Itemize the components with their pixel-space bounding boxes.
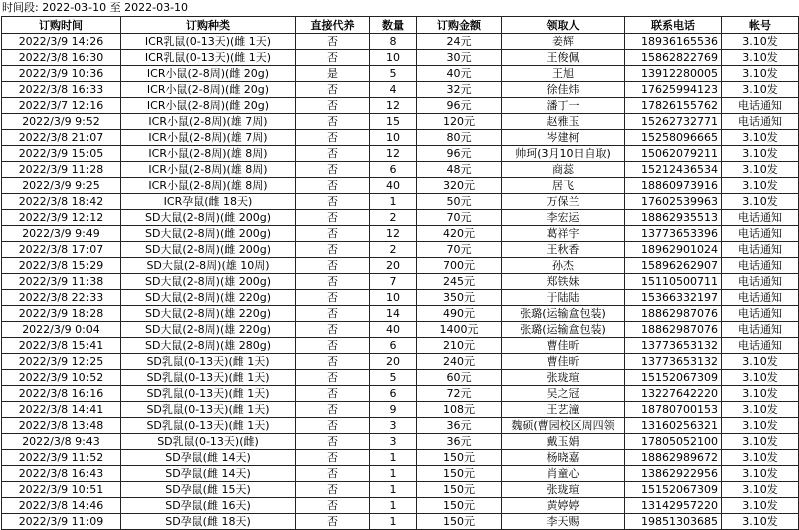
phone-cell: 15152067309 — [625, 482, 722, 498]
amount-cell: 32元 — [417, 82, 502, 98]
account-cell: 3.10发 — [722, 498, 799, 514]
amount-cell: 24元 — [417, 34, 502, 50]
direct-raising-cell: 否 — [296, 514, 370, 530]
table-row — [2, 274, 799, 290]
table-row — [2, 194, 799, 210]
order-type-cell: SD大鼠(2-8周)(雄 200g) — [121, 274, 296, 290]
amount-cell: 420元 — [417, 226, 502, 242]
order-time-cell: 2022/3/9 9:49 — [2, 226, 121, 242]
direct-raising-cell: 否 — [296, 306, 370, 322]
col-header-account: 帐号 — [722, 17, 799, 34]
order-time-cell: 2022/3/9 10:51 — [2, 482, 121, 498]
quantity-cell: 20 — [370, 258, 417, 274]
table-row — [2, 178, 799, 194]
recipient-cell: 商蕊 — [502, 162, 625, 178]
account-cell: 3.10发 — [722, 514, 799, 530]
table-row — [2, 226, 799, 242]
recipient-cell: 赵雅玉 — [502, 114, 625, 130]
quantity-cell: 1 — [370, 482, 417, 498]
order-time-cell: 2022/3/9 12:25 — [2, 354, 121, 370]
account-cell: 电话通知 — [722, 258, 799, 274]
order-type-cell: SD乳鼠(0-13天)(雌 1天) — [121, 418, 296, 434]
account-cell: 电话通知 — [722, 290, 799, 306]
phone-cell: 13227642220 — [625, 386, 722, 402]
order-time-cell: 2022/3/9 12:12 — [2, 210, 121, 226]
amount-cell: 320元 — [417, 178, 502, 194]
recipient-cell: 王俊佩 — [502, 50, 625, 66]
recipient-cell: 吴之冠 — [502, 386, 625, 402]
account-cell: 电话通知 — [722, 242, 799, 258]
order-type-cell: SD乳鼠(0-13天)(雌 1天) — [121, 386, 296, 402]
col-header-direct-raising: 直接代养 — [296, 17, 370, 34]
amount-cell: 36元 — [417, 418, 502, 434]
phone-cell: 19851303685 — [625, 514, 722, 530]
order-time-cell: 2022/3/8 13:48 — [2, 418, 121, 434]
order-type-cell: ICR乳鼠(0-13天)(雌 1天) — [121, 34, 296, 50]
table-row — [2, 370, 799, 386]
quantity-cell: 7 — [370, 274, 417, 290]
order-type-cell: SD大鼠(2-8周)(雌 200g) — [121, 210, 296, 226]
recipient-cell: 徐佳炜 — [502, 82, 625, 98]
quantity-cell: 20 — [370, 354, 417, 370]
recipient-cell: 万保兰 — [502, 194, 625, 210]
order-time-cell: 2022/3/9 11:09 — [2, 514, 121, 530]
amount-cell: 30元 — [417, 50, 502, 66]
table-row — [2, 354, 799, 370]
order-type-cell: SD孕鼠(雌 16天) — [121, 498, 296, 514]
phone-cell: 18780700153 — [625, 402, 722, 418]
table-row — [2, 498, 799, 514]
table-row — [2, 210, 799, 226]
order-type-cell: ICR小鼠(2-8周)(雄 8周) — [121, 146, 296, 162]
direct-raising-cell: 否 — [296, 354, 370, 370]
recipient-cell: 王秋香 — [502, 242, 625, 258]
recipient-cell: 居飞 — [502, 178, 625, 194]
order-type-cell: ICR小鼠(2-8周)(雌 20g) — [121, 66, 296, 82]
recipient-cell: 孙杰 — [502, 258, 625, 274]
order-time-cell: 2022/3/8 16:30 — [2, 50, 121, 66]
direct-raising-cell: 否 — [296, 418, 370, 434]
account-cell: 3.10发 — [722, 418, 799, 434]
order-type-cell: ICR小鼠(2-8周)(雄 8周) — [121, 162, 296, 178]
quantity-cell: 1 — [370, 498, 417, 514]
recipient-cell: 黄婷婷 — [502, 498, 625, 514]
order-time-cell: 2022/3/8 9:43 — [2, 434, 121, 450]
recipient-cell: 曹佳昕 — [502, 354, 625, 370]
account-cell: 3.10发 — [722, 450, 799, 466]
account-cell: 3.10发 — [722, 178, 799, 194]
table-row — [2, 162, 799, 178]
phone-cell: 15366332197 — [625, 290, 722, 306]
quantity-cell: 14 — [370, 306, 417, 322]
direct-raising-cell: 否 — [296, 50, 370, 66]
direct-raising-cell: 否 — [296, 210, 370, 226]
direct-raising-cell: 否 — [296, 178, 370, 194]
recipient-cell: 李宏运 — [502, 210, 625, 226]
account-cell: 3.10发 — [722, 402, 799, 418]
account-cell: 电话通知 — [722, 210, 799, 226]
table-row — [2, 82, 799, 98]
quantity-cell: 12 — [370, 226, 417, 242]
amount-cell: 48元 — [417, 162, 502, 178]
amount-cell: 60元 — [417, 370, 502, 386]
direct-raising-cell: 否 — [296, 498, 370, 514]
direct-raising-cell: 否 — [296, 194, 370, 210]
amount-cell: 150元 — [417, 450, 502, 466]
quantity-cell: 12 — [370, 146, 417, 162]
order-type-cell: SD乳鼠(0-13天)(雌 1天) — [121, 370, 296, 386]
phone-cell: 17826155762 — [625, 98, 722, 114]
recipient-cell: 杨晓嘉 — [502, 450, 625, 466]
table-row — [2, 146, 799, 162]
order-type-cell: SD孕鼠(雌 18天) — [121, 514, 296, 530]
account-cell: 电话通知 — [722, 226, 799, 242]
account-cell: 3.10发 — [722, 386, 799, 402]
table-row — [2, 98, 799, 114]
recipient-cell: 魏硕(曹园校区周四领 — [502, 418, 625, 434]
phone-cell: 18862987076 — [625, 306, 722, 322]
table-row — [2, 290, 799, 306]
account-cell: 电话通知 — [722, 98, 799, 114]
order-time-cell: 2022/3/9 10:52 — [2, 370, 121, 386]
direct-raising-cell: 否 — [296, 98, 370, 114]
account-cell: 电话通知 — [722, 338, 799, 354]
order-type-cell: SD大鼠(2-8周)(雄 10周) — [121, 258, 296, 274]
quantity-cell: 12 — [370, 98, 417, 114]
account-cell: 3.10发 — [722, 434, 799, 450]
order-time-cell: 2022/3/9 9:25 — [2, 178, 121, 194]
quantity-cell: 8 — [370, 34, 417, 50]
table-row — [2, 114, 799, 130]
order-type-cell: SD乳鼠(0-13天)(雌 1天) — [121, 402, 296, 418]
amount-cell: 240元 — [417, 354, 502, 370]
recipient-cell: 张珑瑄 — [502, 482, 625, 498]
direct-raising-cell: 否 — [296, 258, 370, 274]
direct-raising-cell: 是 — [296, 66, 370, 82]
time-range-caption: 时间段: 2022-03-10 至 2022-03-10 — [2, 1, 189, 14]
table-row — [2, 258, 799, 274]
direct-raising-cell: 否 — [296, 482, 370, 498]
order-type-cell: ICR乳鼠(0-13天)(雌 1天) — [121, 50, 296, 66]
amount-cell: 120元 — [417, 114, 502, 130]
amount-cell: 72元 — [417, 386, 502, 402]
phone-cell: 15110500711 — [625, 274, 722, 290]
account-cell: 电话通知 — [722, 274, 799, 290]
order-type-cell: SD大鼠(2-8周)(雄 220g) — [121, 322, 296, 338]
amount-cell: 150元 — [417, 466, 502, 482]
order-type-cell: ICR小鼠(2-8周)(雌 20g) — [121, 82, 296, 98]
quantity-cell: 5 — [370, 370, 417, 386]
account-cell: 3.10发 — [722, 162, 799, 178]
amount-cell: 108元 — [417, 402, 502, 418]
phone-cell: 15896262907 — [625, 258, 722, 274]
col-header-order-time: 订购时间 — [2, 17, 121, 34]
col-header-recipient: 领取人 — [502, 17, 625, 34]
col-header-quantity: 数量 — [370, 17, 417, 34]
amount-cell: 700元 — [417, 258, 502, 274]
phone-cell: 13160256321 — [625, 418, 722, 434]
table-row — [2, 450, 799, 466]
order-time-cell: 2022/3/8 16:33 — [2, 82, 121, 98]
phone-cell: 17625994123 — [625, 82, 722, 98]
account-cell: 3.10发 — [722, 50, 799, 66]
order-type-cell: SD大鼠(2-8周)(雌 200g) — [121, 242, 296, 258]
order-time-cell: 2022/3/9 11:52 — [2, 450, 121, 466]
quantity-cell: 10 — [370, 130, 417, 146]
recipient-cell: 帅珂(3月10日自取) — [502, 146, 625, 162]
table-row — [2, 466, 799, 482]
order-type-cell: ICR小鼠(2-8周)(雄 7周) — [121, 114, 296, 130]
order-type-cell: SD大鼠(2-8周)(雄 220g) — [121, 290, 296, 306]
order-type-cell: SD大鼠(2-8周)(雌 200g) — [121, 226, 296, 242]
recipient-cell: 葛祥宇 — [502, 226, 625, 242]
order-type-cell: SD孕鼠(雌 14天) — [121, 466, 296, 482]
order-type-cell: ICR孕鼠(雌 18天) — [121, 194, 296, 210]
quantity-cell: 10 — [370, 290, 417, 306]
direct-raising-cell: 否 — [296, 402, 370, 418]
table-row — [2, 418, 799, 434]
quantity-cell: 6 — [370, 386, 417, 402]
order-time-cell: 2022/3/9 9:52 — [2, 114, 121, 130]
order-type-cell: SD乳鼠(0-13天)(雌 1天) — [121, 354, 296, 370]
order-time-cell: 2022/3/7 12:16 — [2, 98, 121, 114]
phone-cell: 13773653396 — [625, 226, 722, 242]
account-cell: 3.10发 — [722, 146, 799, 162]
direct-raising-cell: 否 — [296, 466, 370, 482]
account-cell: 电话通知 — [722, 114, 799, 130]
quantity-cell: 2 — [370, 242, 417, 258]
phone-cell: 13773653132 — [625, 338, 722, 354]
recipient-cell: 戴玉娟 — [502, 434, 625, 450]
quantity-cell: 3 — [370, 418, 417, 434]
direct-raising-cell: 否 — [296, 82, 370, 98]
direct-raising-cell: 否 — [296, 370, 370, 386]
order-table — [1, 16, 799, 530]
phone-cell: 18862989672 — [625, 450, 722, 466]
amount-cell: 1400元 — [417, 322, 502, 338]
phone-cell: 13862922956 — [625, 466, 722, 482]
table-row — [2, 338, 799, 354]
amount-cell: 80元 — [417, 130, 502, 146]
order-time-cell: 2022/3/8 17:07 — [2, 242, 121, 258]
direct-raising-cell: 否 — [296, 290, 370, 306]
amount-cell: 96元 — [417, 146, 502, 162]
col-header-amount: 订购金额 — [417, 17, 502, 34]
table-row — [2, 514, 799, 530]
recipient-cell: 岑建柯 — [502, 130, 625, 146]
recipient-cell: 曹佳昕 — [502, 338, 625, 354]
table-row — [2, 386, 799, 402]
order-time-cell: 2022/3/9 10:36 — [2, 66, 121, 82]
table-row — [2, 306, 799, 322]
recipient-cell: 王旭 — [502, 66, 625, 82]
order-time-cell: 2022/3/9 14:26 — [2, 34, 121, 50]
recipient-cell: 潘丁一 — [502, 98, 625, 114]
order-time-cell: 2022/3/9 15:05 — [2, 146, 121, 162]
recipient-cell: 郑铁妹 — [502, 274, 625, 290]
amount-cell: 490元 — [417, 306, 502, 322]
amount-cell: 150元 — [417, 498, 502, 514]
phone-cell: 15862822769 — [625, 50, 722, 66]
account-cell: 电话通知 — [722, 322, 799, 338]
direct-raising-cell: 否 — [296, 322, 370, 338]
quantity-cell: 3 — [370, 434, 417, 450]
order-time-cell: 2022/3/8 15:29 — [2, 258, 121, 274]
order-type-cell: SD孕鼠(雌 15天) — [121, 482, 296, 498]
quantity-cell: 40 — [370, 322, 417, 338]
order-type-cell: SD大鼠(2-8周)(雄 280g) — [121, 338, 296, 354]
recipient-cell: 张璐(运输盒包装) — [502, 306, 625, 322]
order-time-cell: 2022/3/8 22:33 — [2, 290, 121, 306]
account-cell: 3.10发 — [722, 34, 799, 50]
quantity-cell: 6 — [370, 162, 417, 178]
amount-cell: 36元 — [417, 434, 502, 450]
amount-cell: 210元 — [417, 338, 502, 354]
order-type-cell: ICR小鼠(2-8周)(雌 20g) — [121, 98, 296, 114]
phone-cell: 15258096665 — [625, 130, 722, 146]
account-cell: 3.10发 — [722, 482, 799, 498]
recipient-cell: 张珑瑄 — [502, 370, 625, 386]
table-row — [2, 242, 799, 258]
order-type-cell: ICR小鼠(2-8周)(雄 8周) — [121, 178, 296, 194]
phone-cell: 13142957220 — [625, 498, 722, 514]
phone-cell: 18862935513 — [625, 210, 722, 226]
amount-cell: 40元 — [417, 66, 502, 82]
col-header-order-type: 订购种类 — [121, 17, 296, 34]
table-row — [2, 434, 799, 450]
order-type-cell: ICR小鼠(2-8周)(雄 7周) — [121, 130, 296, 146]
account-cell: 3.10发 — [722, 66, 799, 82]
quantity-cell: 4 — [370, 82, 417, 98]
quantity-cell: 1 — [370, 466, 417, 482]
direct-raising-cell: 否 — [296, 242, 370, 258]
amount-cell: 350元 — [417, 290, 502, 306]
account-cell: 3.10发 — [722, 466, 799, 482]
table-row — [2, 130, 799, 146]
order-time-cell: 2022/3/8 16:43 — [2, 466, 121, 482]
recipient-cell: 王艺潼 — [502, 402, 625, 418]
direct-raising-cell: 否 — [296, 162, 370, 178]
order-time-cell: 2022/3/8 15:41 — [2, 338, 121, 354]
phone-cell: 18860973916 — [625, 178, 722, 194]
order-time-cell: 2022/3/8 21:07 — [2, 130, 121, 146]
direct-raising-cell: 否 — [296, 130, 370, 146]
order-type-cell: SD孕鼠(雌 14天) — [121, 450, 296, 466]
direct-raising-cell: 否 — [296, 34, 370, 50]
order-time-cell: 2022/3/8 16:16 — [2, 386, 121, 402]
phone-cell: 13773653132 — [625, 354, 722, 370]
recipient-cell: 于陆陆 — [502, 290, 625, 306]
direct-raising-cell: 否 — [296, 226, 370, 242]
quantity-cell: 15 — [370, 114, 417, 130]
direct-raising-cell: 否 — [296, 114, 370, 130]
order-type-cell: SD乳鼠(0-13天)(雌) — [121, 434, 296, 450]
phone-cell: 15262732771 — [625, 114, 722, 130]
quantity-cell: 6 — [370, 338, 417, 354]
quantity-cell: 1 — [370, 450, 417, 466]
phone-cell: 15212436534 — [625, 162, 722, 178]
recipient-cell: 张璐(运输盒包装) — [502, 322, 625, 338]
table-row — [2, 66, 799, 82]
table-row — [2, 50, 799, 66]
amount-cell: 245元 — [417, 274, 502, 290]
quantity-cell: 2 — [370, 210, 417, 226]
order-time-cell: 2022/3/9 11:28 — [2, 162, 121, 178]
order-time-cell: 2022/3/9 11:38 — [2, 274, 121, 290]
direct-raising-cell: 否 — [296, 274, 370, 290]
phone-cell: 15062079211 — [625, 146, 722, 162]
recipient-cell: 李天赐 — [502, 514, 625, 530]
order-time-cell: 2022/3/9 0:04 — [2, 322, 121, 338]
account-cell: 3.10发 — [722, 370, 799, 386]
phone-cell: 18936165536 — [625, 34, 722, 50]
phone-cell: 13912280005 — [625, 66, 722, 82]
order-time-cell: 2022/3/8 14:46 — [2, 498, 121, 514]
direct-raising-cell: 否 — [296, 450, 370, 466]
amount-cell: 150元 — [417, 514, 502, 530]
amount-cell: 70元 — [417, 210, 502, 226]
amount-cell: 70元 — [417, 242, 502, 258]
quantity-cell: 10 — [370, 50, 417, 66]
account-cell: 3.10发 — [722, 82, 799, 98]
col-header-phone: 联系电话 — [625, 17, 722, 34]
quantity-cell: 40 — [370, 178, 417, 194]
amount-cell: 96元 — [417, 98, 502, 114]
quantity-cell: 1 — [370, 194, 417, 210]
table-row — [2, 34, 799, 50]
direct-raising-cell: 否 — [296, 338, 370, 354]
direct-raising-cell: 否 — [296, 434, 370, 450]
recipient-cell: 姜辉 — [502, 34, 625, 50]
recipient-cell: 肖童心 — [502, 466, 625, 482]
account-cell: 3.10发 — [722, 354, 799, 370]
account-cell: 电话通知 — [722, 306, 799, 322]
quantity-cell: 5 — [370, 66, 417, 82]
table-row — [2, 402, 799, 418]
order-time-cell: 2022/3/8 18:42 — [2, 194, 121, 210]
table-row — [2, 322, 799, 338]
quantity-cell: 9 — [370, 402, 417, 418]
direct-raising-cell: 否 — [296, 146, 370, 162]
order-type-cell: SD大鼠(2-8周)(雄 220g) — [121, 306, 296, 322]
order-time-cell: 2022/3/9 18:28 — [2, 306, 121, 322]
header-row — [2, 17, 799, 34]
account-cell: 3.10发 — [722, 130, 799, 146]
order-time-cell: 2022/3/8 14:41 — [2, 402, 121, 418]
phone-cell: 17602539963 — [625, 194, 722, 210]
phone-cell: 18962901024 — [625, 242, 722, 258]
account-cell: 3.10发 — [722, 194, 799, 210]
phone-cell: 17805052100 — [625, 434, 722, 450]
quantity-cell: 1 — [370, 514, 417, 530]
phone-cell: 18862987076 — [625, 322, 722, 338]
amount-cell: 150元 — [417, 482, 502, 498]
amount-cell: 50元 — [417, 194, 502, 210]
phone-cell: 15152067309 — [625, 370, 722, 386]
direct-raising-cell: 否 — [296, 386, 370, 402]
